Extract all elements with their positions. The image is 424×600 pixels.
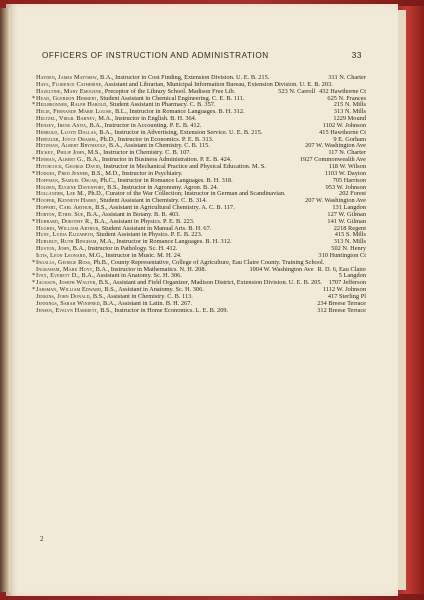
entry-description: Student Assistant in Manual Arts. B. H. 67. (101, 224, 212, 232)
footer-page-number: 2 (40, 535, 44, 543)
entry-description: Instructor in Mechanical Practice and Physical Education. M. S. (103, 162, 266, 170)
entry-description: Ph.C., Instructor in Romance Languages. B. H. 318. (100, 176, 233, 184)
entry-name: Hays, Florence Catherine, (36, 80, 103, 88)
asterisk-marker: * (32, 286, 36, 294)
asterisk-marker: * (32, 197, 36, 205)
directory-list (32, 74, 366, 315)
entry-name: Hazeltine, Mary Emogene, (36, 87, 104, 95)
entry-description: M.A., Instructor in Romance Languages. B. H. 312. (99, 238, 232, 246)
asterisk-marker: * (32, 272, 36, 280)
entry-name: Herrold, Lloyd Dallas, (36, 128, 98, 136)
entry-address: 1229 Mound (333, 115, 366, 123)
entry-name: Holden, Eugene Davenport, (36, 183, 106, 191)
entry-address: 117 N. Charter (328, 149, 366, 157)
entry-description: B.A., Assistant in Chemistry. C. B. 115. (108, 142, 210, 150)
entry-address: R. D. 6, Eau Claire (317, 265, 366, 273)
entry-description: B.S., M.D., Instructor in Psychiatry. (91, 169, 183, 177)
entry-description: B.A., Instructor in Accounting. P. E. B. 412. (89, 121, 202, 129)
entry-name: Ingraham, Mark Hoyt, (36, 265, 95, 273)
entry-description: Student Assistant in Pharmacy. C. B. 357. (109, 101, 216, 109)
entry-name: Heltzel, Virgil Barney, (36, 115, 97, 123)
entry-description: B.A., Instructor in Business Administration. P. E. B. 424. (86, 156, 232, 164)
entry-address: 313 N. Mills (333, 238, 366, 246)
entry-description: B.A., Assistant in Botany. B. B. 403. (86, 210, 180, 218)
asterisk-marker: * (32, 169, 36, 177)
entry-name: Hensey, Irene Anita, (36, 121, 88, 129)
asterisk-marker: * (32, 94, 36, 102)
entry-address: 141 W. Gilman (327, 217, 366, 225)
entry-name: Hunt, Lydia Elizabeth, (36, 231, 95, 239)
entry-address: 313 N. Mills (333, 108, 366, 116)
entry-name: Hughes, William Arthur, (36, 224, 100, 232)
entry-address: 1102 W. Johnson (322, 121, 366, 129)
asterisk-marker: * (32, 217, 36, 225)
entry-name: Hayden, James Matthew, (36, 74, 99, 81)
entry-name: Heilbronner, Ralph Harold, (36, 101, 108, 109)
entry-address: 415 Hawthorne Ct (319, 128, 366, 136)
entry-address: 1927 Commonwealth Ave (299, 156, 366, 164)
entry-name: Hinman, Albert G., (36, 156, 86, 164)
entry-description: B.A., Instructor in Cost Finding, Extension Division. U. E. B. 215. (100, 74, 270, 81)
entry-description: B.A., Instructor in Mathematics. N. H. 208. (95, 265, 207, 273)
entry-name: Helie, Fernande Marie Louise, (36, 108, 114, 116)
entry-description: B.S., Assistant in Anatomy. Sc. H. 306. (104, 286, 204, 294)
entry-description: B.L., Instructor in Romance Languages. B. H. 312. (114, 108, 245, 116)
entry-address: 5 Langdon (338, 272, 366, 280)
entry-name: Hoffman, Samuel Oscar, (36, 176, 99, 184)
entry-name: Jennings, Sarah Winifred, (36, 299, 102, 307)
entry-name: Jarsman, William Edward, (36, 286, 103, 294)
entry-description: B.A., Assistant in Anatomy. Sc. H. 306. (81, 272, 182, 280)
entry-description: B.A., Instructor in Pathology. Sc. H. 412. (72, 245, 178, 253)
entry-name: Head, Guerdon Herbert, (36, 94, 99, 102)
entry-address: 234 Breese Terrace (317, 299, 366, 307)
entry-name: Ivey, Everett D., (36, 272, 80, 280)
entry-address: 705 Harrison (332, 176, 366, 184)
entry-address: 207 W. Washington Ave (305, 142, 366, 150)
entry-name: Hollander, Lee M., (36, 190, 87, 198)
entry-address: 2218 Regent (333, 224, 366, 232)
entry-name: Jensen, Evelyn Harriett, (36, 306, 99, 314)
entry-address: 502 N. Henry (331, 245, 366, 253)
entry-name: Jenkins, John Donald, (36, 293, 92, 300)
entry-address: 131 Langdon (332, 204, 366, 212)
entry-description: B.S., Assistant in Agricultural Chemistry. A. C. B. 117. (95, 204, 235, 212)
entry-name: Hitchcock, George David, (36, 162, 102, 170)
entry-address: 312 Breese Terrace (317, 306, 366, 314)
entry-address: 1004 W. Washington Ave (249, 265, 314, 273)
entry-description: Ph.B., County Representative, College of Agriculture, Eau Claire County. Training School. (93, 258, 325, 266)
entry-description: B.S., Assistant in Chemistry. C. B. 113. (92, 293, 193, 300)
entry-address: 127 W. Gilman (327, 210, 366, 218)
asterisk-marker: * (32, 279, 36, 287)
entry-name: Hooper, Kenneth Harry, (36, 197, 99, 205)
entry-description: B.A., Assistant in Physics. P. E. B. 223. (94, 217, 195, 225)
entry-address: 1103 W. Dayton (324, 169, 366, 177)
entry-name: Hubbard, Dorothy R., (36, 217, 93, 225)
entry-description: Ph.D., Instructor in Economics. P. E. B. 313. (100, 135, 214, 143)
entry-description: M.S., Instructor in Chemistry. C. B. 107. (87, 149, 192, 157)
entry-description: Ph.D., Curator of the War Collection; Instructor in German and Scandinavian. (87, 190, 286, 198)
entry-address: 523 N. Carroll (278, 87, 316, 95)
entry-description: Student Assistant in Chemical Engineering. C. E. B. 111. (99, 94, 245, 102)
entry-description: B.A., Instructor in Advertising, Extension Service. U. E. B. 215. (99, 128, 263, 136)
header-page-number: 33 (351, 51, 362, 60)
entry-address: 207 W. Washington Ave (305, 197, 366, 205)
entry-name: Ingalls, George Ross, (36, 258, 92, 266)
entry-description: Student Assistant in Chemistry. C. B. 314. (99, 197, 207, 205)
entry-name: Iltis, Leon Leonard, (36, 251, 88, 259)
entry-description: B.A., Assistant in Latin. B. H. 267. (102, 299, 192, 307)
entry-description: Preceptor of the Library School. Madison Free Lib. (104, 87, 236, 95)
page-header (42, 51, 362, 60)
entry-address: 9 E. Gorham (333, 135, 366, 143)
entry-name: Jackson, Joseph Walter, (36, 279, 98, 287)
entry-address: 1112 W. Johnson (322, 286, 366, 294)
entry-description: Student Assistant in Physics. P. E. B. 223. (96, 231, 203, 239)
entry-name: Huston, John, (36, 245, 72, 253)
directory-entry (36, 308, 366, 315)
entry-address: 417 Sterling Pl (327, 293, 366, 300)
running-title: OFFICERS OF INSTRUCTION AND ADMINISTRATION (42, 51, 269, 60)
entry-address: 311 N. Charter (328, 74, 366, 81)
previous-page-edge (0, 8, 10, 592)
entry-description: M.G., Instructor in Music. M. H. 24. (88, 251, 182, 259)
entry-name: Hodges, Fred Jenner, (36, 169, 90, 177)
entry-address: 310 Huntington Ct (318, 251, 366, 259)
entry-address: 953 W. Johnson (325, 183, 366, 191)
entry-address: 1707 Jefferson (328, 279, 366, 287)
entry-name: Hoppert, Carl Arthur, (36, 204, 94, 212)
entry-name: Hurlbut, Ruth Bingham, (36, 238, 99, 246)
asterisk-marker: * (32, 101, 36, 109)
entry-name: Hetzman, Albert Brynhjolf, (36, 142, 108, 150)
entry-description: B.S., Instructor in Home Economics. L. E. B. 209. (100, 306, 229, 314)
entry-address: 202 Forest (339, 190, 366, 198)
entry-name: Hickey, Philip John, (36, 149, 87, 157)
entry-description: B.S., Instructor in Agronomy. Agron. B. 24. (107, 183, 219, 191)
entry-address: 625 N. Frances (327, 94, 366, 102)
entry-description: B.S., Assistant and Field Organizer, Madison District, Extension Division. U. E. B. 205. (98, 279, 323, 287)
asterisk-marker: * (32, 156, 36, 164)
entry-description: Assistant and Librarian, Municipal Information Bureau, Extension Division. U. E. B. 203. (104, 80, 333, 88)
entry-description: M.A., Instructor in English. B. H. 364. (98, 115, 197, 123)
entry-address: 415 S. Mills (334, 231, 366, 239)
entry-name: Hertzler, Joyce Oramel, (36, 135, 99, 143)
entry-address: 215 N. Mills (333, 101, 366, 109)
asterisk-marker: * (32, 258, 36, 266)
entry-address: 432 Hawthorne Ct (319, 87, 366, 95)
entry-address: 118 W. Wilson (328, 162, 366, 170)
entry-name: Horton, Ethel Sue, (36, 210, 86, 218)
